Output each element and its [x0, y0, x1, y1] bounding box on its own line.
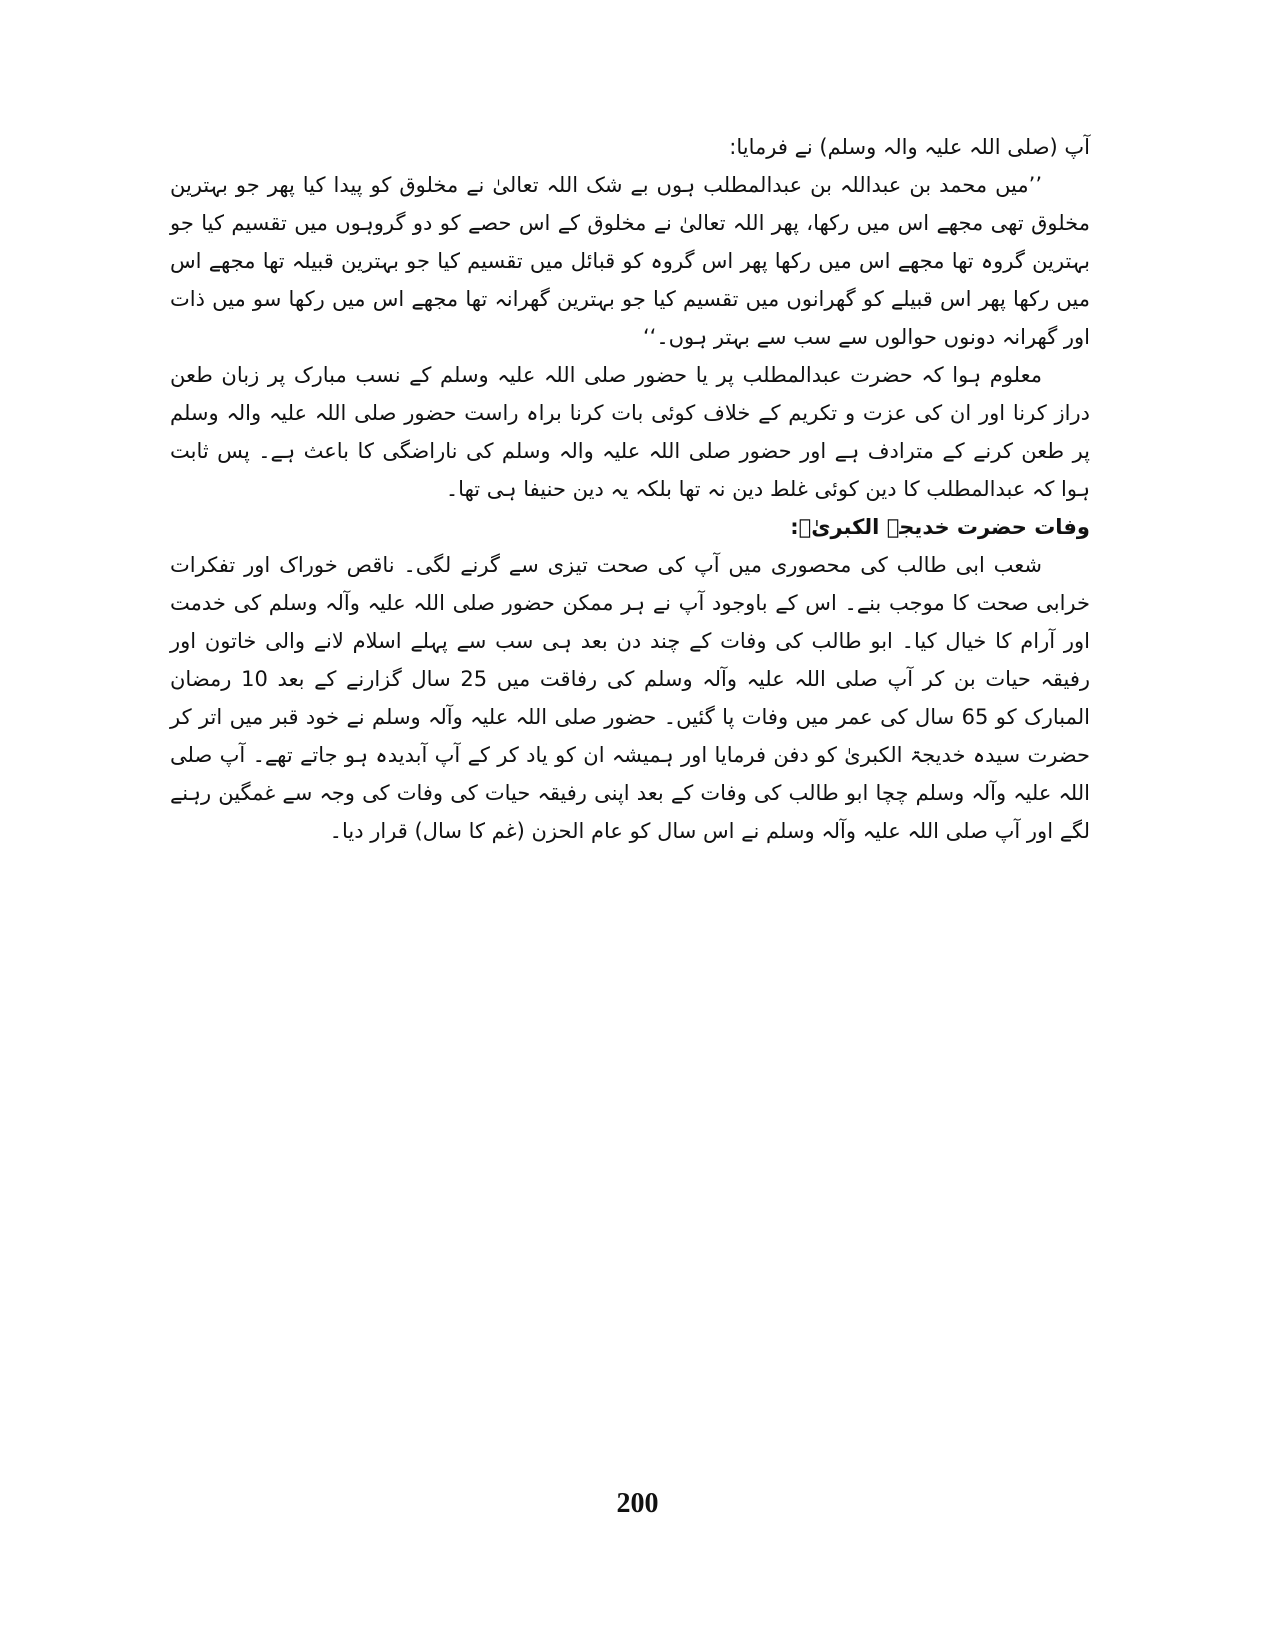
intro-line: آپ (صلی اللہ علیہ والہ وسلم) نے فرمایا: [729, 135, 1090, 159]
page-number: 200 [616, 1488, 659, 1519]
section-paragraph: شعب ابی طالب کی محصوری میں آپ کی صحت تیزی سے گرنے لگی۔ ناقص خوراک اور تفکرات خرابی صحت کا موجب بنے۔ اس کے باوجود آپ نے ہر ممکن حضور صلی اللہ علیہ وآلہ وسلم کی خدمت اور آرام کا خیال کیا۔ ابو طالب کی وفات کے چند دن بعد ہی سب سے پہلے اسلام لانے والی خاتون اور رفیقہ حیات بن کر آپ صلی اللہ علیہ وآلہ وسلم کی رفاقت میں 25 سال گزارنے کے بعد 10 رمضان المبارک کو 65 سال کی عمر میں وفات پا گئیں۔ حضور صلی اللہ علیہ وآلہ وسلم نے خود قبر میں اتر کر حضرت سیدہ خدیجۃ الکبریٰ کو دفن فرمایا اور ہمیشہ ان کو یاد کر کے آپ آبدیدہ ہو جاتے تھے۔ آپ صلی اللہ علیہ وآلہ وسلم چچا ابو طالب کی وفات کے بعد اپنی رفیقہ حیات کی وفات کی وجہ سے غمگین رہنے لگے اور آپ صلی اللہ علیہ وآلہ وسلم نے اس سال کو عام الحزن (غم کا سال) قرار دیا۔ [170, 553, 1091, 843]
body-text [170, 128, 1090, 850]
quote-paragraph: ’’میں محمد بن عبداللہ بن عبدالمطلب ہوں بے شک اللہ تعالیٰ نے مخلوق کو پیدا کیا پھر جو بہترین مخلوق تھی مجھے اس میں رکھا، پھر اللہ تعالیٰ نے مخلوق کے اس حصے کو دو گروہوں میں تقسیم کیا جو بہترین گروہ تھا مجھے اس میں رکھا پھر اس گروہ کو قبائل میں تقسیم کیا جو بہترین قبیلہ تھا مجھے اس میں رکھا پھر اس قبیلے کو گھرانوں میں تقسیم کیا جو بہترین گھرانہ تھا مجھے اس میں رکھا سو میں ذات اور گھرانہ دونوں حوالوں سے سب سے بہتر ہوں۔‘‘ [170, 173, 1090, 349]
conclusion-paragraph: معلوم ہوا کہ حضرت عبدالمطلب پر یا حضور صلی اللہ علیہ وسلم کے نسب مبارک پر زبان طعن دراز کرنا اور ان کی عزت و تکریم کے خلاف کوئی بات کرنا براہ راست حضور صلی اللہ علیہ والہ وسلم پر طعن کرنے کے مترادف ہے اور حضور صلی اللہ علیہ والہ وسلم کی ناراضگی کا باعث ہے۔ پس ثابت ہوا کہ عبدالمطلب کا دین کوئی غلط دین نہ تھا بلکہ یہ دین حنیفا ہی تھا۔ [170, 363, 1090, 501]
section-heading: وفات حضرت خدیجۃ الکبریٰؓ: [790, 515, 1090, 539]
